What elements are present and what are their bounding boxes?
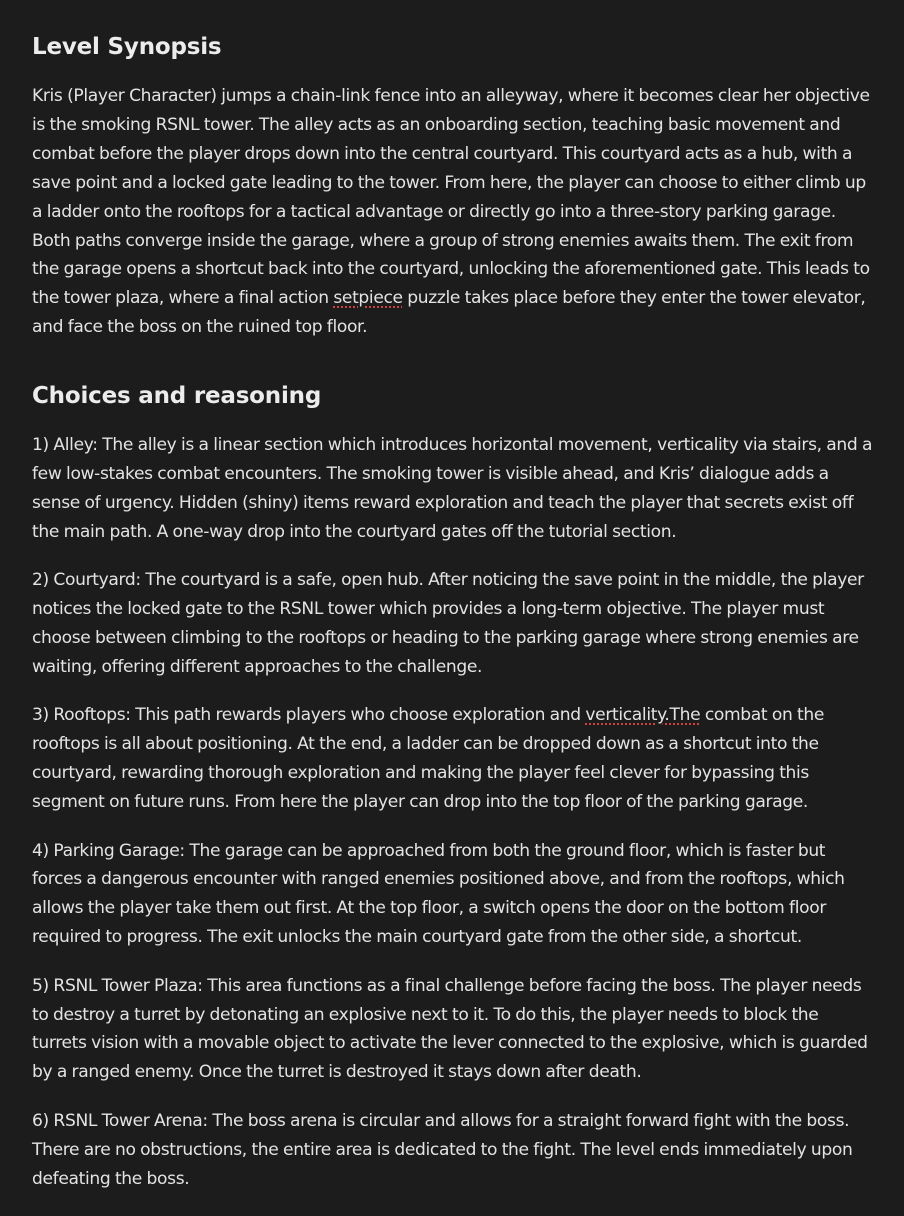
paragraph-synopsis [32, 82, 876, 342]
paragraph-parking-garage: 4) Parking Garage: The garage can be approached from both the ground floor, which is faster but forces a dangerous encounter with ranged enemies positioned above, and from the rooftops, which allows the player take them out first. At the top floor, a switch opens the door on the bottom floor required to progress. The exit unlocks the main courtyard gate from the other side, a shortcut. [32, 840, 845, 948]
paragraph-tower-arena: 6) RSNL Tower Arena: The boss arena is circular and allows for a straight forward fight with the boss. There are no obstructions, the entire area is dedicated to the fight. The level ends immediately upon defeating the boss. [32, 1110, 853, 1189]
heading-choices-and-reasoning: Choices and reasoning [32, 383, 322, 410]
misspelled-word[interactable]: verticality.The [585, 705, 701, 726]
heading-level-synopsis: Level Synopsis [32, 34, 222, 60]
misspelled-word[interactable]: setpiece [333, 288, 403, 309]
text-run: 3) Rooftops: This path rewards players who choose exploration and [32, 705, 586, 726]
text-run: puzzle takes place before they enter the tower elevator, and face the boss on the ruined top floor. [32, 288, 866, 338]
paragraph-courtyard: 2) Courtyard: The courtyard is a safe, open hub. After noticing the save point in the middle, the player notices the locked gate to the RSNL tower which provides a long-term objective. The player must choose between climbing to the rooftops or heading to the parking garage where strong enemies are waiting, offering different approaches to the challenge. [32, 570, 864, 677]
paragraph-rooftops [32, 701, 876, 817]
text-run: combat on the rooftops is all about positioning. At the end, a ladder can be dropped down as a shortcut into the courtyard, rewarding thorough exploration and making the player feel clever for bypassing this segment on future runs. From here the player can drop into the top floor of the parking garage. [32, 705, 825, 813]
paragraph-tower-plaza: 5) RSNL Tower Plaza: This area functions as a final challenge before facing the boss. The player needs to destroy a turret by detonating an explosive next to it. To do this, the player needs to block the turrets vision with a movable object to activate the lever connected to the explosive, which is guarded by a ranged enemy. Once the turret is destroyed it stays down after death. [32, 975, 868, 1083]
paragraph-alley: 1) Alley: The alley is a linear section which introduces horizontal movement, verticality via stairs, and a few low-stakes combat encounters. The smoking tower is visible ahead, and Kris’ dialogue adds a sense of urgency. Hidden (shiny) items reward exploration and teach the player that secrets exist off the main path. A one-way drop into the courtyard gates off the tutorial section. [32, 435, 873, 542]
text-run: Kris (Player Character) jumps a chain-link fence into an alleyway, where it becomes clear her objective is the smoking RSNL tower. The alley acts as an onboarding section, teaching basic movement and combat before the player drops down into the central courtyard. This courtyard acts as a hub, with a save point and a locked gate leading to the tower. From here, the player can choose to either climb up a ladder onto the rooftops for a tactical advantage or directly go into a three-story parking garage. Both paths converge inside the garage, where a group of strong enemies awaits them. The exit from the garage opens a shortcut back into the courtyard, unlocking the aforementioned gate. This leads to the tower plaza, where a final action [32, 86, 870, 309]
